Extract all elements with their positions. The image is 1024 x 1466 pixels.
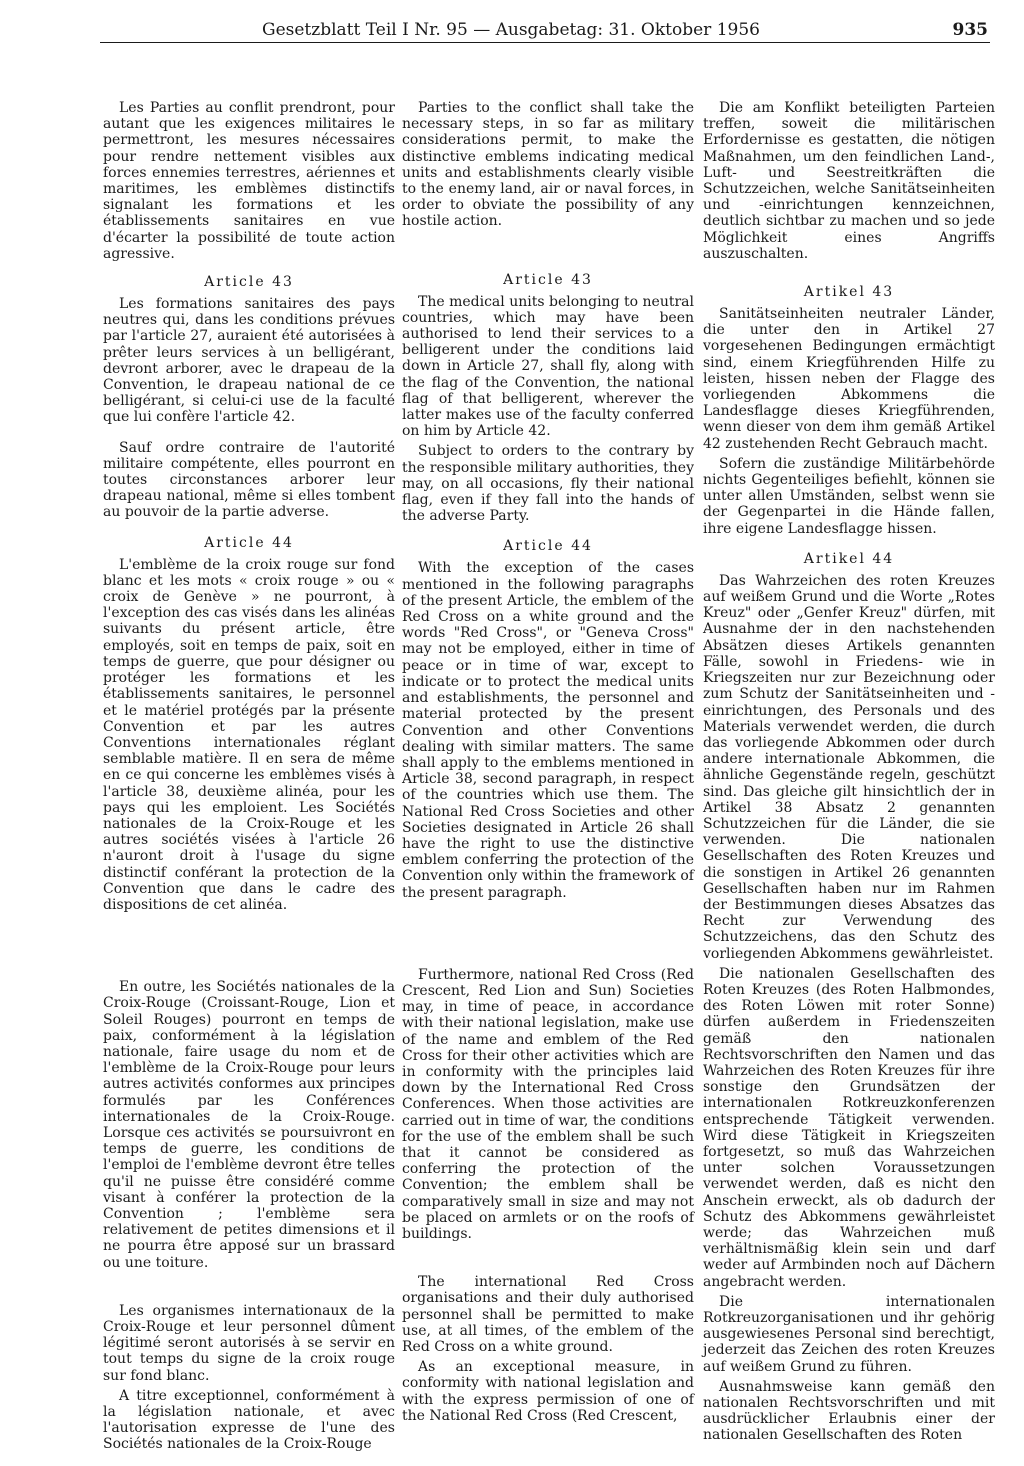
en-heading-article-43: Article 43 xyxy=(503,271,593,288)
column-french xyxy=(103,100,395,1453)
fr-heading-article-44: Article 44 xyxy=(204,534,294,551)
en-paragraph-4: With the exception of the cases mentioned in the following paragraphs of the present Article, the emblem of the Red Cross on a white ground and the words "Red Cross", or "Geneva Cross" may not be employed, either in time of peace or in time of war, except to indicate or to protect the medical units and establishments, the personnel and material protected by the present Convention and other Conventions dealing with similar matters. The same shall apply to the emblems mentioned in Article 38, second paragraph, in respect of the countries which use them. The National Red Cross Societies and other Societies designated in Article 26 shall have the right to use the distinctive emblem conferring the protection of the Convention only within the framework of the present paragraph. xyxy=(402,560,694,901)
en-paragraph-7: As an exceptional measure, in conformity with national legislation and with the express permission of one of the National Red Cross (Red Crescent, xyxy=(402,1359,694,1424)
fr-paragraph-5: En outre, les Sociétés nationales de la Croix-Rouge (Croissant-Rouge, Lion et Soleil Rouges) pourront en temps de paix, conformément à la législation nationale, faire usage du nom et de l'emblème de la Croix-Rouge pour leurs autres activités conformes aux principes formulés par les Conférences internationales de la Croix-Rouge. Lorsque ces activités se poursuivront en temps de guerre, les conditions de l'emploi de l'emblème devront être telles qu'il ne puisse être considéré comme visant à conférer la protection de la Convention ; l'emblème sera relativement de petites dimensions et il ne pourra être apposé sur un brassard ou une toiture. xyxy=(103,979,395,1271)
de-heading-artikel-43: Artikel 43 xyxy=(803,284,895,301)
fr-paragraph-7: A titre exceptionnel, conformément à la législation nationale, et avec l'autorisation expresse de l'une des Sociétés nationales de la Croix-Rouge xyxy=(103,1387,395,1453)
en-heading-article-44: Article 44 xyxy=(503,538,593,555)
en-paragraph-2: The medical units belonging to neutral countries, which may have been authorised to lend their services to a belligerent under the conditions laid down in Article 27, shall fly, along with the flag of the Convention, the national flag of that belligerent, wherever the latter makes use of the faculty conferred on him by Article 42. xyxy=(402,293,694,440)
de-paragraph-2: Sanitätseinheiten neutraler Länder, die unter den in Artikel 27 vorgesehenen Bedingungen ermächtigt sind, einem Kriegführenden Hilfe zu leisten, hissen neben der Flagge des vorliegenden Abkommens die Landesflagge dieses Kriegführenden, wenn dieser von dem ihm gemäß Artikel 42 zustehenden Recht Gebrauch macht. xyxy=(703,306,995,452)
column-german xyxy=(703,100,995,1444)
fr-paragraph-1: Les Parties au conflit prendront, pour autant que les exigences militaires le permettront, les mesures nécessaires pour rendre nettement visibles aux forces ennemies terrestres, aériennes et maritimes, les emblèmes distinctifs signalant les formations et les établissements sanitaires en vue d'écarter la possibilité de toute action agressive. xyxy=(103,100,395,262)
en-paragraph-1: Parties to the conflict shall take the necessary steps, in so far as military considerations permit, to make the distinctive emblems indicating medical units and establishments clearly visible to the enemy land, air or naval forces, in order to obviate the possibility of any hostile action. xyxy=(402,100,694,230)
fr-paragraph-3: Sauf ordre contraire de l'autorité militaire compétente, elles pourront en toutes circonstances arborer leur drapeau national, même si elles tombent au pouvoir de la partie adverse. xyxy=(103,439,395,521)
de-paragraph-5: Die nationalen Gesellschaften des Roten Kreuzes (des Roten Halbmondes, des Roten Löwen mit roter Sonne) dürfen außerdem in Friedenszeiten gemäß den nationalen Rechtsvorschriften den Namen und das Wahrzeichen des Roten Kreuzes für ihre sonstige den Grundsätzen der internationalen Rotkreuzkonferenzen entsprechende Tätigkeit verwenden. Wird diese Tätigkeit in Kriegszeiten fortgesetzt, so muß das Wahrzeichen unter solchen Voraussetzungen verwendet werden, daß es nicht den Anschein erweckt, als ob dadurch der Schutz des Abkommens gewährleistet werde; das Wahrzeichen muß verhältnismäßig klein sein und darf weder auf Armbinden noch auf Dächern angebracht werden. xyxy=(703,965,995,1290)
en-paragraph-6: The international Red Cross organisations and their duly authorised personnel shall be permitted to make use, at all times, of the emblem of the Red Cross on a white ground. xyxy=(402,1274,694,1355)
column-english xyxy=(402,100,694,1424)
de-heading-artikel-44: Artikel 44 xyxy=(803,550,895,567)
fr-paragraph-2: Les formations sanitaires des pays neutres qui, dans les conditions prévues par l'article 27, auraient été autorisées à prêter leurs services à un belligérant, devront arborer, avec le drapeau de la Convention, le drapeau national de ce belligérant, si celui-ci use de la faculté que lui confère l'article 42. xyxy=(103,296,395,426)
fr-heading-article-43: Article 43 xyxy=(204,274,294,291)
page-header xyxy=(0,14,1024,44)
de-paragraph-3: Sofern die zuständige Militärbehörde nichts Gegenteiliges befiehlt, können sie unter allen Umständen, selbst wenn sie der Gegenpartei in die Hände fallen, ihre eigene Landesflagge hissen. xyxy=(703,455,995,537)
header-rule xyxy=(100,42,990,43)
gazette-title: Gesetzblatt Teil I Nr. 95 — Ausgabetag: 31. Oktober 1956 xyxy=(262,20,760,40)
en-paragraph-5: Furthermore, national Red Cross (Red Crescent, Red Lion and Sun) Societies may, in time of peace, in accordance with their national legislation, make use of the name and emblem of the Red Cross for their other activities which are in conformity with the principles laid down by the International Red Cross Conferences. When those activities are carried out in time of war, the conditions for the use of the emblem shall be such that it cannot be considered as conferring the protection of the Convention; the emblem shall be comparatively small in size and may not be placed on armlets or on the roofs of buildings. xyxy=(402,966,694,1242)
de-paragraph-4: Das Wahrzeichen des roten Kreuzes auf weißem Grund und die Worte „Rotes Kreuz" oder „Genfer Kreuz" dürfen, mit Ausnahme der in den nachstehenden Absätzen dieses Artikels genannten Fälle, sowohl in Friedens- wie in Kriegszeiten nur zur Bezeichnung oder zum Schutz der Sanitätseinheiten und -einrichtungen, des Personals und des Materials verwendet werden, die durch das vorliegende Abkommen oder durch andere internationale Abkommen, die ähnliche Gegenstände regeln, geschützt sind. Das gleiche gilt hinsichtlich der in Artikel 38 Absatz 2 genannten Schutzzeichen für die Länder, die sie verwenden. Die nationalen Gesellschaften des Roten Kreuzes und die sonstigen in Artikel 26 genannten Gesellschaften haben nur im Rahmen der Bestimmungen dieses Absatzes das Recht zur Verwendung des Schutzzeichens, das den Schutz des vorliegenden Abkommens gewährleistet. xyxy=(703,572,995,962)
page-number: 935 xyxy=(952,20,988,40)
en-paragraph-3: Subject to orders to the contrary by the responsible military authorities, they may, on all occasions, fly their national flag, even if they fall into the hands of the adverse Party. xyxy=(402,443,694,525)
de-paragraph-7: Ausnahmsweise kann gemäß den nationalen Rechtsvorschriften und mit ausdrücklicher Erlaubnis einer der nationalen Gesellschaften des Roten xyxy=(703,1378,995,1444)
de-paragraph-6: Die internationalen Rotkreuzorganisationen und ihr gehörig ausgewiesenes Personal sind berechtigt, jederzeit das Zeichen des roten Kreuzes auf weißem Grund zu führen. xyxy=(703,1293,995,1375)
fr-paragraph-4: L'emblème de la croix rouge sur fond blanc et les mots « croix rouge » ou « croix de Genève » ne pourront, à l'exception des cas visés dans les alinéas suivants du présent article, être employés, soit en temps de paix, soit en temps de guerre, que pour désigner ou protéger les formations et les établissements sanitaires, le personnel et le matériel protégés par la présente Convention et par les autres Conventions internationales réglant semblable matière. Il en sera de même en ce qui concerne les emblèmes visés à l'article 38, deuxième alinéa, pour les pays qui les emploient. Les Sociétés nationales de la Croix-Rouge et les autres sociétés visées à l'article 26 n'auront droit à l'usage du signe distinctif conférant la protection de la Convention que dans le cadre des dispositions de cet alinéa. xyxy=(103,556,395,913)
fr-paragraph-6: Les organismes internationaux de la Croix-Rouge et leur personnel dûment légitimé seront autorisés à se servir en tout temps du signe de la croix rouge sur fond blanc. xyxy=(103,1302,395,1384)
de-paragraph-1: Die am Konflikt beteiligten Parteien treffen, soweit die militärischen Erfordernisse es gestatten, die nötigen Maßnahmen, um den feindlichen Land-, Luft- und Seestreitkräften die Schutzzeichen, welche Sanitätseinheiten und -einrichtungen kennzeichnen, deutlich sichtbar zu machen und so jede Möglichkeit eines Angriffs auszuschalten. xyxy=(703,100,995,262)
